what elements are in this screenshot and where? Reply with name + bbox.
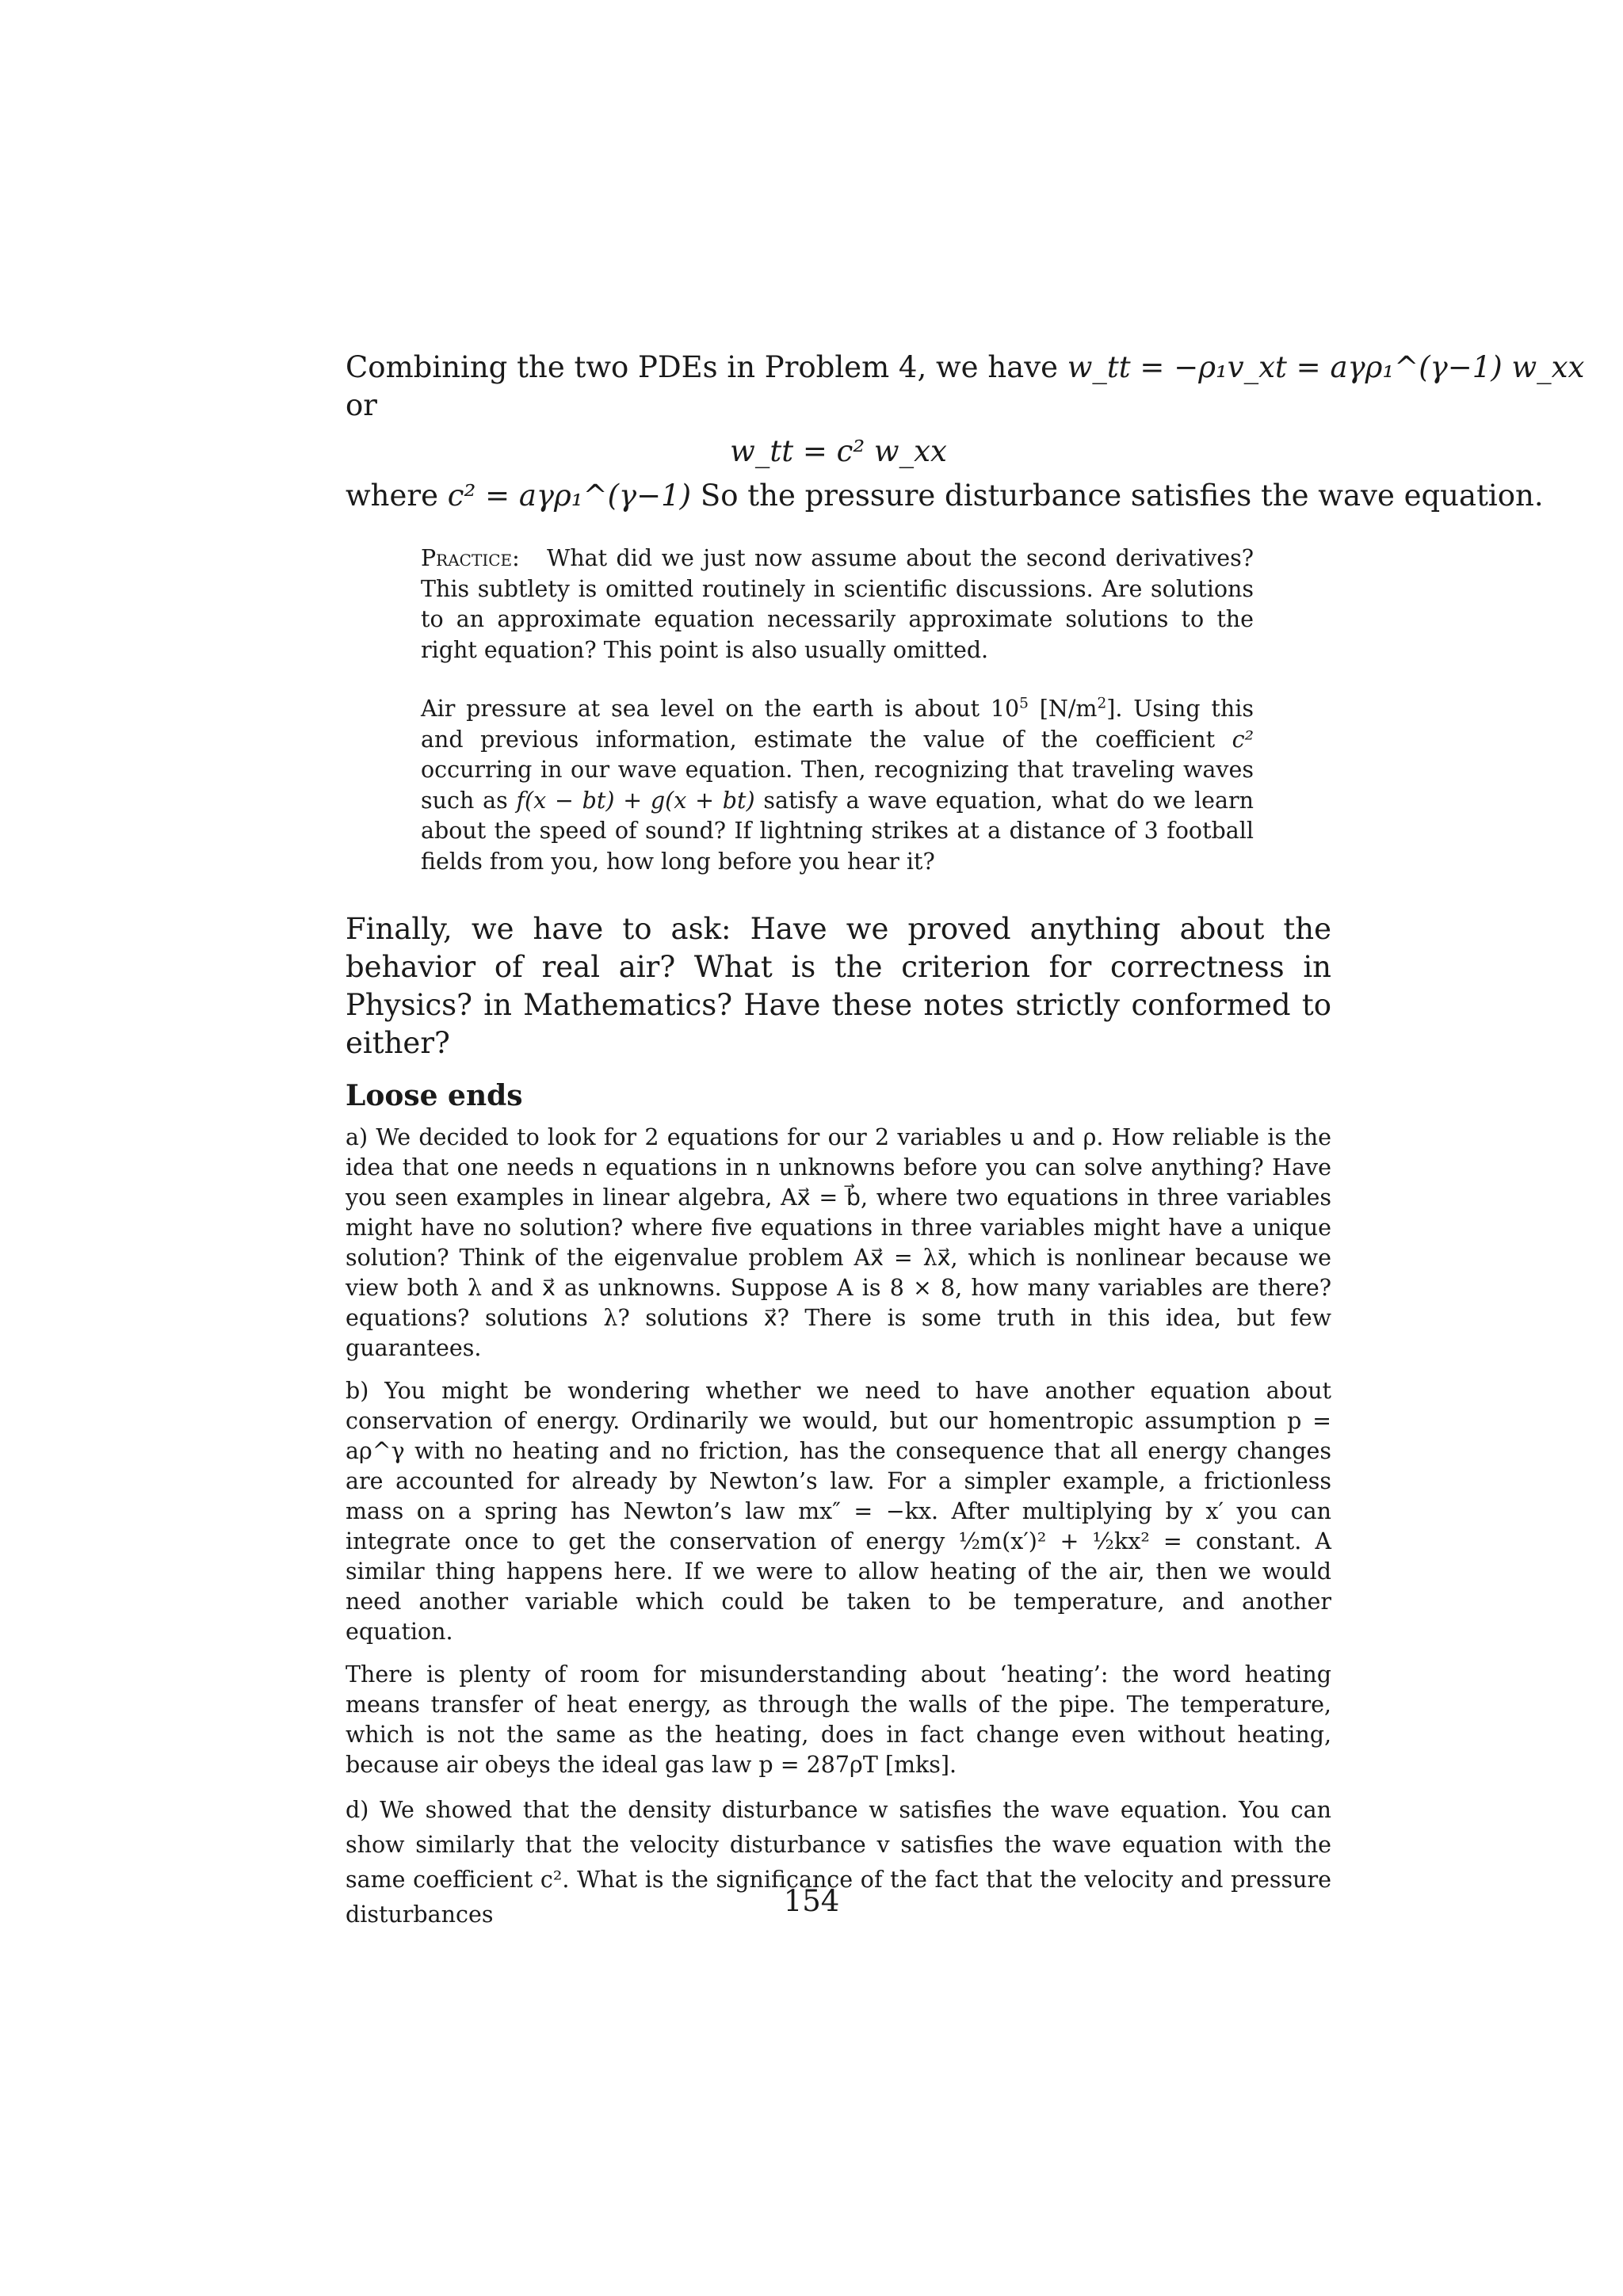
display-equation: w_tt = c² w_xx <box>730 434 947 468</box>
intro-math: w_tt = −ρ₁v_xt = aγρ₁^(γ−1) w_xx <box>1067 350 1585 384</box>
intro-line-1 <box>346 349 1585 387</box>
practice-block <box>421 543 1254 877</box>
page-number: 154 <box>783 1884 840 1918</box>
practice-text-2d: occurring in our wave equation. Then, recognizing that traveling waves such as <box>421 757 1254 814</box>
exponent: 2 <box>1097 695 1107 712</box>
c-squared: c² <box>1232 726 1254 753</box>
exponent: 5 <box>1019 695 1029 712</box>
heating-paragraph: There is plenty of room for misunderstanding about ‘heating’: the word heating means transfer of heat energy, as through the walls of the pipe. The temperature, which is not the same as the heating, does in fact change even without heating, because air obeys the ideal gas law p = 287ρT [mks]. <box>346 1661 1331 1778</box>
intro-line-3 <box>346 477 1544 515</box>
c-squared-def: c² = aγρ₁^(γ−1) <box>447 479 692 513</box>
traveling-wave: f(x − bt) + g(x + bt) <box>516 787 755 814</box>
where-suffix: So the pressure disturbance satisfies the wave equation. <box>691 479 1544 513</box>
practice-text-2b: [N/m <box>1028 696 1098 722</box>
practice-text-2e: satisfy a wave equation, what do we learn about the speed of sound? If lightning strikes at a distance of 3 football fields from you, how long before you hear it? <box>421 787 1254 875</box>
intro-text: Combining the two PDEs in Problem 4, we have <box>346 350 1067 384</box>
item-b: b) You might be wondering whether we need to have another equation about conservation of energy. Ordinarily we would, but our homentropic assumption p = aρ^γ with no heating and no friction, has the consequence that all energy changes are accounted for already by Newton’s law. For a simpler example, a frictionless mass on a spring has Newton’s law mx″ = −kx. After multiplying by x′ you can integrate once to get the conservation of energy ½m(x′)² + ½kx² = constant. A similar thing happens here. If we were to allow heating of the air, then we would need another variable which could be taken to be temperature, and another equation. <box>346 1378 1331 1645</box>
loose-ends-heading: Loose ends <box>346 1079 523 1112</box>
practice-text-1: What did we just now assume about the second derivatives? This subtlety is omitted routinely in scientific discussions. Are solutions to an approximate equation necessarily approximate solutions to the right equation? This point is also usually omitted. <box>421 545 1254 663</box>
practice-text-2a: Air pressure at sea level on the earth is about 10 <box>421 696 1020 722</box>
practice-paragraph-1 <box>421 543 1254 666</box>
finally-paragraph: Finally, we have to ask: Have we proved anything about the behavior of real air? What is the criterion for correctness in Physics? in Mathematics? Have these notes strictly conformed to either? <box>346 912 1331 1060</box>
practice-text-2c: ]. Using this and previous information, estimate the value of the coefficient <box>421 696 1254 753</box>
intro-or: or <box>346 388 377 422</box>
practice-paragraph-2 <box>421 694 1254 877</box>
practice-label: Practice: <box>421 545 520 571</box>
page-content <box>346 349 1585 1932</box>
where-prefix: where <box>346 479 448 513</box>
intro-paragraph <box>346 349 1585 515</box>
item-a: a) We decided to look for 2 equations for our 2 variables u and ρ. How reliable is the idea that one needs n equations in n unknowns before you can solve anything? Have you seen examples in linear algebra, Ax⃗ = b⃗, where two equations in three variables might have no solution? where five equations in three variables might have a unique solution? Think of the eigenvalue problem Ax⃗ = λx⃗, which is nonlinear because we view both λ and x⃗ as unknowns. Suppose A is 8 × 8, how many variables are there? equations? solutions λ? solutions x⃗? There is some truth in this idea, but few guarantees. <box>346 1124 1331 1361</box>
item-d: d) We showed that the density disturbance w satisfies the wave equation. You can show similarly that the velocity disturbance v satisfies the wave equation with the same coefficient c². What is the significance of the fact that the velocity and pressure disturbances <box>346 1797 1331 1928</box>
